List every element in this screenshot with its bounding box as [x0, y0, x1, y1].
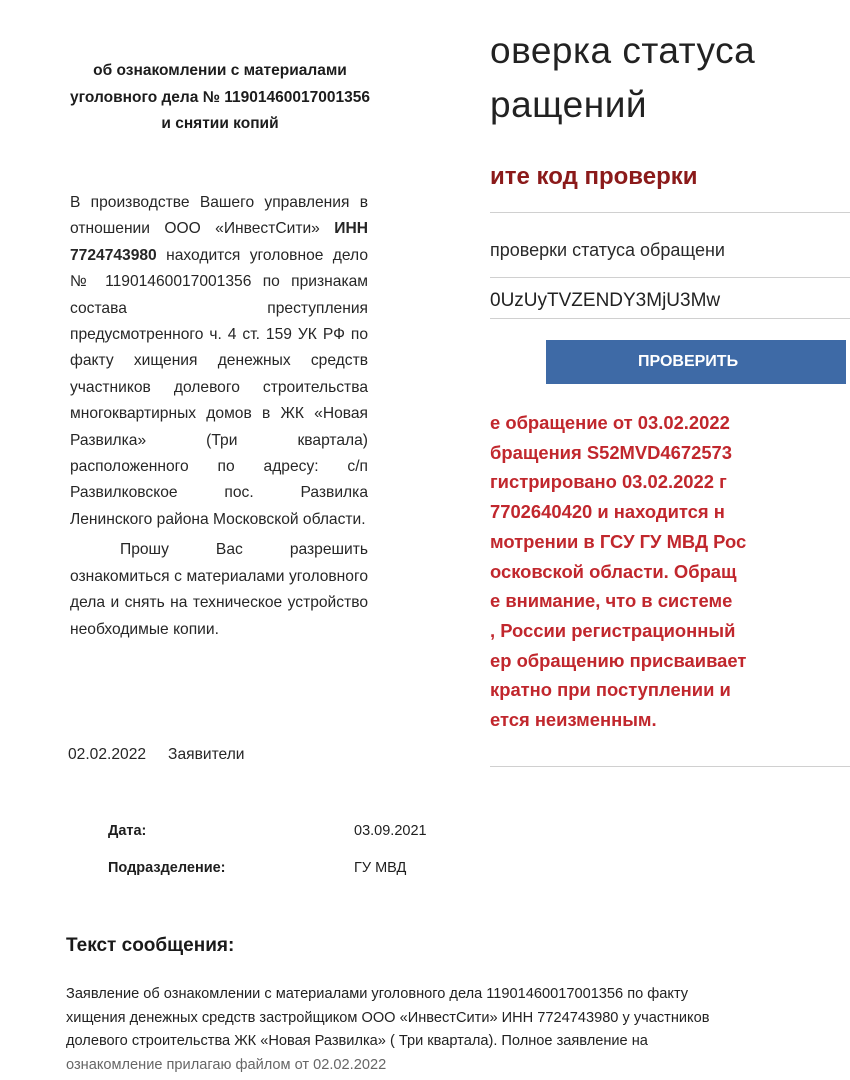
date-label: Дата: [108, 823, 147, 839]
panel-title-line-1: оверка статуса [490, 30, 756, 71]
message-text-line: хищения денежных средств застройщиком ООО «ИнвестСити» ИНН 7724743980 у участников [66, 1009, 710, 1026]
document-title: об ознакомлении с материалами уголовного дела № 11901460017001356 и снятии копий [70, 62, 370, 132]
check-button[interactable]: ПРОВЕРИТЬ [546, 340, 846, 384]
result-line: кратно при поступлении и [490, 679, 731, 701]
result-line: , России регистрационный [490, 619, 736, 641]
panel-title-line-2: ращений [490, 84, 648, 125]
divider [490, 318, 850, 319]
result-line: гистрировано 03.02.2022 г [490, 471, 727, 493]
check-code-label: проверки статуса обращени [490, 240, 725, 260]
document-paragraph-2: Прошу Вас разрешить ознакомиться с материалами уголовного дела и снять на техническое устройство необходимые копии. [70, 541, 368, 638]
divider [490, 766, 850, 767]
panel-title [490, 24, 755, 132]
status-check-panel [490, 0, 819, 800]
result-line: бращения S52MVD4672573 [490, 441, 733, 463]
message-text-line: долевого строительства ЖК «Новая Развилка» ( Три квартала). Полное заявление на [66, 1033, 648, 1049]
result-line: осковской области. Обращ [490, 560, 737, 582]
result-line: ер обращению присваивает [490, 649, 747, 671]
inn-number: ИНН 7724743980 [70, 220, 368, 264]
message-text-line: Заявление об ознакомлении с материалами уголовного дела 11901460017001356 по факту [66, 986, 689, 1002]
message-text-line: ознакомление прилагаю файлом от 02.02.2022 [66, 1056, 387, 1073]
panel-subtitle: ите код проверки [490, 163, 698, 190]
document-paragraph-1 [70, 190, 368, 533]
signature-label: Заявители [168, 746, 245, 763]
paragraph-1-intro: В производстве Вашего управления в отношении ООО «ИнвестСити» [70, 194, 368, 238]
result-line: е обращение от 03.02.2022 [490, 412, 730, 433]
result-line: е внимание, что в системе [490, 590, 733, 612]
message-text [66, 983, 766, 1073]
result-line: ется неизменным. [490, 709, 657, 731]
result-line: мотрении в ГСУ ГУ МВД Рос [490, 530, 747, 552]
paragraph-1-body: находится уголовное дело № 11901460017001356 по признакам состава преступления предусмотренного ч. 4 ст. 159 УК РФ по факту хищения денежных средств участников долевого строительства многоквартирных домов в ЖК «Новая Развилка» (Три квартала) расположенного по адресу: с/п Развилковское пос. Развилка Ленинского района Московской области. [70, 246, 368, 528]
divider [490, 212, 850, 213]
division-value: ГУ МВД [354, 860, 407, 876]
date-value: 03.09.2021 [354, 823, 427, 839]
status-result-text [490, 408, 850, 735]
document-date: 02.02.2022 [68, 746, 147, 763]
divider [490, 277, 850, 278]
division-label: Подразделение: [108, 860, 226, 876]
check-code-input[interactable]: 0UzUyTVZENDY3MjU3Mw [490, 290, 721, 311]
document-signature-line [68, 746, 245, 764]
document-body [70, 190, 368, 643]
message-text-title: Текст сообщения: [66, 935, 235, 956]
result-line: 7702640420 и находится н [490, 501, 725, 523]
